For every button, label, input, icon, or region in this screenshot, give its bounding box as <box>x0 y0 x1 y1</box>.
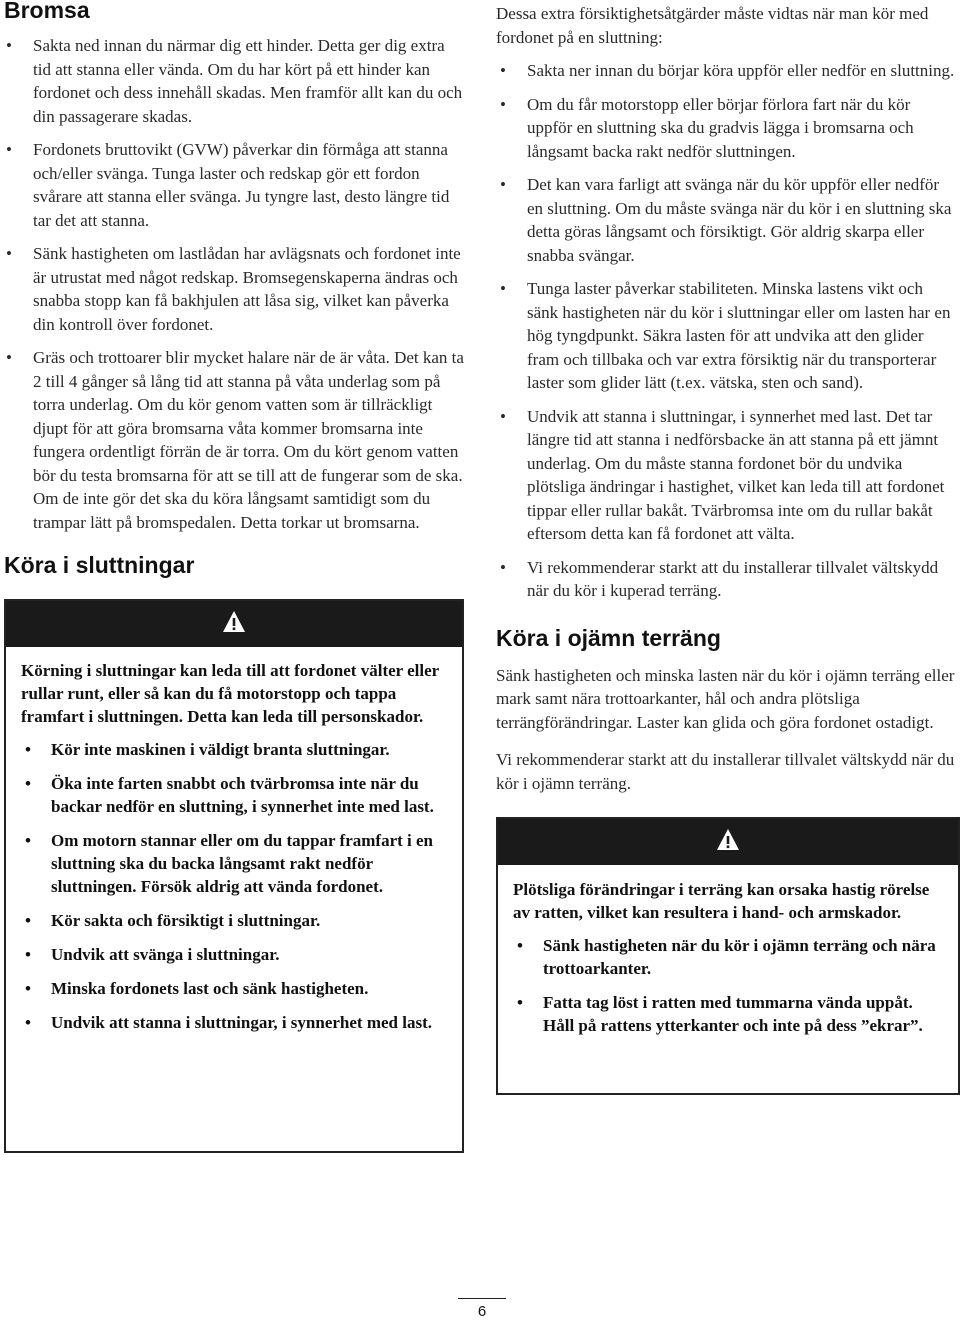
bullet: • <box>6 244 12 263</box>
bullet: • <box>25 1013 31 1032</box>
warning-box-slopes <box>4 599 464 1153</box>
page-number: 6 <box>477 1303 487 1320</box>
bullet: • <box>500 94 506 114</box>
bullet: • <box>6 348 12 367</box>
list-item: • Minska fordonets last och sänk hastigheten. <box>25 979 369 998</box>
heading-brake: Bromsa <box>4 0 90 23</box>
bullet: • <box>25 831 31 850</box>
left-column <box>4 0 464 1153</box>
warning-intro: Plötsliga förändringar i terräng kan orsaka hastig rörelse av ratten, vilket kan resultera i hand- och armskador. <box>513 880 930 922</box>
list-item: • Undvik att stanna i sluttningar, i synnerhet med last. <box>25 1013 432 1032</box>
bullet: • <box>500 175 506 194</box>
warning-body <box>498 865 958 1037</box>
list-item: • Gräs och trottoarer blir mycket halare när de är våta. Det kan ta 2 till 4 gånger så lång tid att stanna på våta underlag som på torra underlag. Om du kör genom vatten som är tillräckligt djupt för att göra bromsarna våta kommer bromsarna inte fungera ordentligt förrän de är torra. Om du kört genom vatten bör du testa bromsarna för att se till att de fungerar som de ska. Om de inte gör det ska du köra långsamt samtidigt som du trampar lätt på bromspedalen. Detta torkar ut bromsarna. <box>6 348 464 532</box>
warning-list <box>21 738 446 1034</box>
warning-header-bar <box>498 819 958 865</box>
warning-header-bar <box>6 601 462 647</box>
list-item: • Sänk hastigheten om lastlådan har avlägsnats och fordonet inte är utrustat med något redskap. Bromsegenskaperna ändras och snabba stopp kan få bakhjulen att låsa sig, vilket kan påverka din kontroll över fordonet. <box>6 244 461 334</box>
bullet: • <box>517 936 523 955</box>
list-item: • Fordonets bruttovikt (GVW) påverkar din förmåga att stanna och/eller svänga. Tunga laster och redskap gör ett fordon svårare att stanna eller svänga. Ju tyngre last, desto längre tid tar det att stanna. <box>6 140 450 230</box>
list-item: • Undvik att svänga i sluttningar. <box>25 945 280 964</box>
bullet: • <box>500 61 506 80</box>
list-item: • Sakta ner innan du börjar köra uppför eller nedför en sluttning. <box>498 59 958 83</box>
list-item: • Om motorn stannar eller om du tappar framfart i en sluttning ska du backa långsamt rakt nedför sluttningen. Försök aldrig att vända fordonet. <box>25 831 433 896</box>
brake-list <box>4 34 464 534</box>
list-item: • Undvik att stanna i sluttningar, i synnerhet med last. Det tar längre tid att stanna i nedförsbacke än att stanna på ett jämnt underlag. Om du måste stanna fordonet bör du undvika plötsliga ändringar i hastighet, vilket kan leda till att fordonet tippar eller rullar bakåt. Tvärbromsa inte om du rullar bakåt eftersom detta kan få fordonet att välta. <box>500 406 945 543</box>
bullet: • <box>517 993 523 1012</box>
bullet: • <box>25 979 31 998</box>
slope-list <box>498 59 958 603</box>
right-column <box>496 0 958 1095</box>
bullet: • <box>500 279 506 298</box>
bullet: • <box>6 140 12 159</box>
list-item: • Sakta ned innan du närmar dig ett hinder. Detta ger dig extra tid att stanna eller vända. Om du har kört på ett hinder kan fordonet och dess innehåll skadas. Men framför allt kan du och din passagerare skadas. <box>6 36 463 126</box>
heading-slopes: Köra i sluttningar <box>4 552 195 578</box>
bullet: • <box>500 557 506 577</box>
slope-intro: Dessa extra försiktighetsåtgärder måste vidtas när man kör med fordonet på en sluttning: <box>496 4 929 47</box>
list-item: • Vi rekommenderar starkt att du installerar tillvalet vältskydd när du kör i kuperad terräng. <box>500 557 939 600</box>
list-item: • Det kan vara farligt att svänga när du kör uppför eller nedför en sluttning. Om du måste svänga när du kör i en sluttning ska detta göras långsamt och försiktigt. Gör aldrig skarpa eller snabba svängar. <box>500 175 952 265</box>
list-item: • Sänk hastigheten när du kör i ojämn terräng och nära trottoarkanter. <box>517 936 936 978</box>
rough-paragraph: Sänk hastigheten och minska lasten när du kör i ojämn terräng eller mark samt nära trottoarkanter, hål och andra plötsliga terrängförändringar. Laster kan glida och göra fordonet ostadigt. <box>496 665 955 732</box>
bullet: • <box>6 36 12 55</box>
bullet: • <box>25 740 31 759</box>
bullet: • <box>25 774 31 793</box>
bullet: • <box>500 406 506 426</box>
warning-box-rough-terrain <box>496 817 960 1095</box>
list-item: • Kör inte maskinen i väldigt branta sluttningar. <box>25 740 390 759</box>
list-item: • Öka inte farten snabbt och tvärbromsa inte när du backar nedför en sluttning, i synnerhet inte med last. <box>25 774 434 816</box>
footer-rule <box>458 1298 506 1299</box>
warning-intro: Körning i sluttningar kan leda till att fordonet välter eller rullar runt, eller så kan du få motorstopp och tappa framfart i sluttningen. Detta kan leda till personskador. <box>21 661 439 726</box>
warning-triangle-icon <box>716 828 740 852</box>
list-item: • Om du får motorstopp eller börjar förlora fart när du kör uppför en sluttning ska du gradvis lägga i bromsarna och långsamt backa rakt nedför sluttningen. <box>500 94 914 161</box>
list-item: • Fatta tag löst i ratten med tummarna vända uppåt. Håll på rattens ytterkanter och inte på dess ”ekrar”. <box>517 993 923 1035</box>
heading-rough-terrain: Köra i ojämn terräng <box>496 624 721 651</box>
bullet: • <box>25 945 31 964</box>
warning-triangle-icon <box>222 610 246 634</box>
bullet: • <box>25 911 31 930</box>
warning-list <box>513 934 942 1037</box>
list-item: • Tunga laster påverkar stabiliteten. Minska lastens vikt och sänk hastigheten när du kör i sluttningar eller om lasten har en hög tyngdpunkt. Säkra lasten för att undvika att den glider fram och tillbaka och var extra försiktig när du transporterar laster som glider lätt (t.ex. vätska, sten och sand). <box>500 279 951 392</box>
warning-body <box>6 647 462 1034</box>
list-item: • Kör sakta och försiktigt i sluttningar. <box>25 911 321 930</box>
rough-paragraph: Vi rekommenderar starkt att du installerar tillvalet vältskydd när du kör i ojämn terräng. <box>496 750 955 793</box>
